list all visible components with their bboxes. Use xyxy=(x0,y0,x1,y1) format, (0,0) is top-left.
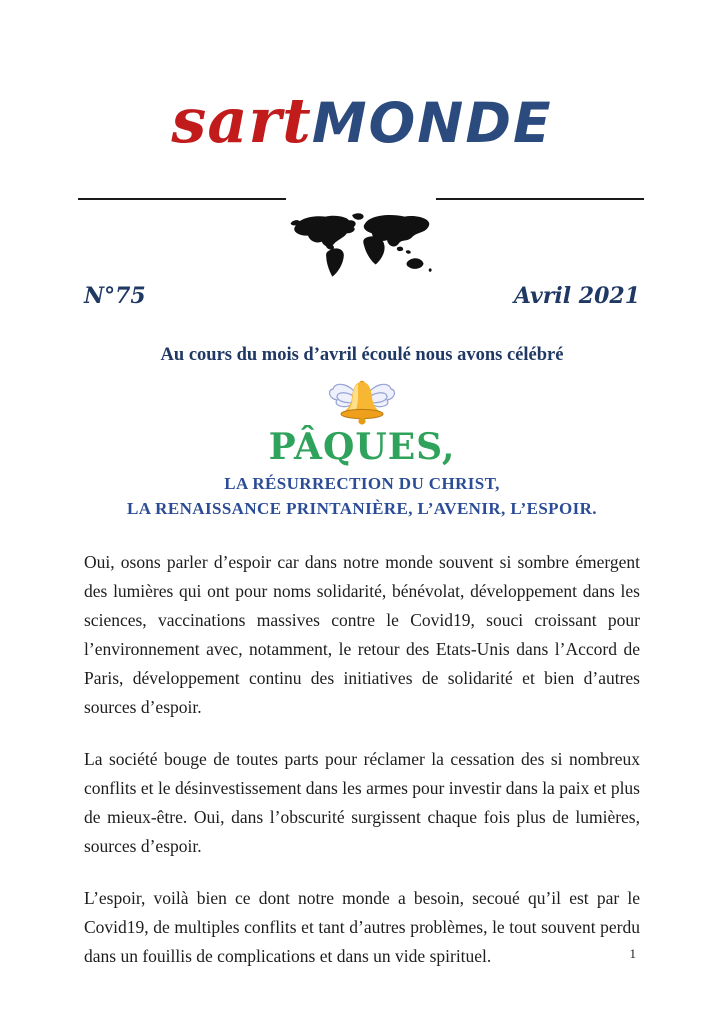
feature-subtitle-2: LA RENAISSANCE PRINTANIÈRE, L’AVENIR, L’ESPOIR. xyxy=(127,499,597,519)
feature-title-paques: PÂQUES, xyxy=(268,426,456,468)
brand-name-blue: MONDE xyxy=(311,91,553,155)
easter-bell-icon xyxy=(0,375,724,427)
newsletter-title xyxy=(0,0,724,157)
issue-row xyxy=(0,283,724,309)
article-body xyxy=(0,548,724,971)
feature-subtitle-1: LA RÉSURRECTION DU CHRIST, xyxy=(224,473,500,493)
masthead-section xyxy=(0,0,724,309)
brand-name-red: sart xyxy=(171,84,312,157)
rule-right xyxy=(436,198,644,200)
header-rules xyxy=(0,198,724,200)
world-map-icon xyxy=(0,211,724,283)
body-paragraph: La société bouge de toutes parts pour réclamer la cessation des si nombreux conflits et le désinvestissement dans les armes pour investir dans la paix et plus de mieux-être. Oui, dans l’obscurité surgissent chaque fois plus de lumières, sources d’espoir. xyxy=(84,748,640,856)
issue-number: N°75 xyxy=(84,283,146,309)
body-paragraph: Oui, osons parler d’espoir car dans notre monde souvent si sombre émergent des lumières qui ont pour noms solidarité, bénévolat, développement dans les sciences, vaccinations massives contre le Covid19, souci croissant pour l’environnement avec, notamment, le retour des Etats-Unis dans l’Accord de Paris, développement continu des initiatives de solidarité et bien d’autres sources d’espoir. xyxy=(84,551,640,717)
rule-left xyxy=(78,198,286,200)
page-number: 1 xyxy=(629,946,636,961)
lead-heading: Au cours du mois d’avril écoulé nous avons célébré xyxy=(160,345,564,365)
body-paragraph: L’espoir, voilà bien ce dont notre monde a besoin, secoué qu’il est par le Covid19, de multiples conflits et tant d’autres problèmes, le tout souvent perdu dans un fouillis de complications et dans un vide spirituel. xyxy=(84,887,640,966)
issue-date: Avril 2021 xyxy=(513,283,640,309)
feature-section xyxy=(0,345,724,522)
